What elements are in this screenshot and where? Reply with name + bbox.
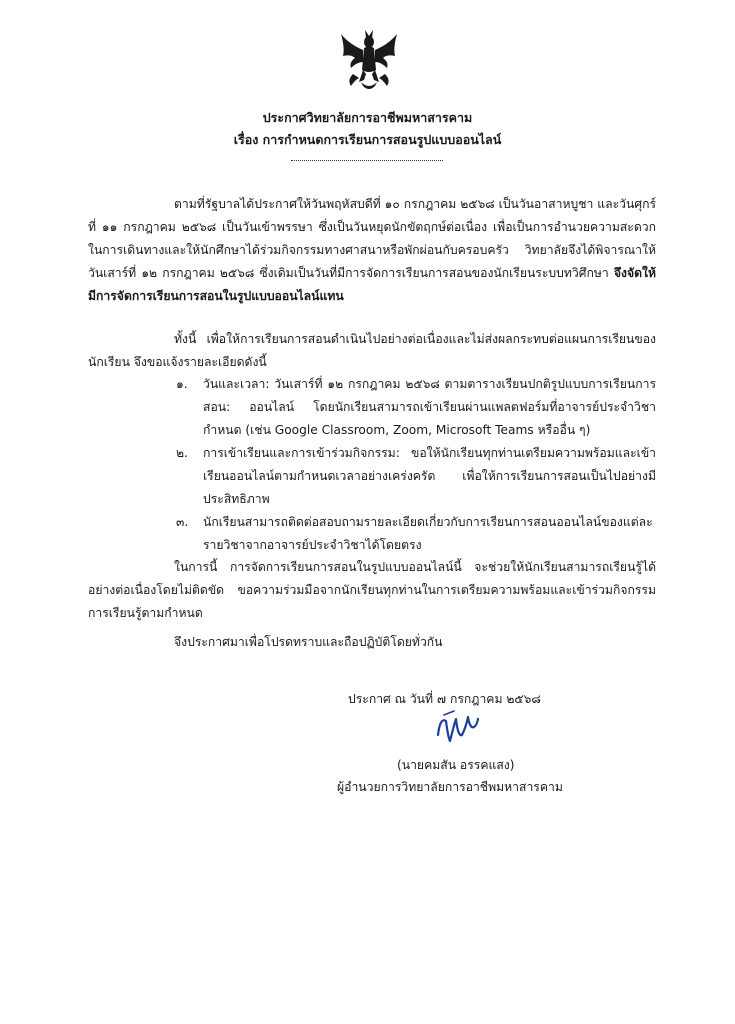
- list-item: [170, 373, 656, 442]
- list-item-number: ๓.: [176, 515, 189, 529]
- list-item-text: การเข้าเรียนและการเข้าร่วมกิจกรรม: ขอให้นักเรียนทุกท่านเตรียมความพร้อมและเข้าเรียนออนไลน์ตามกำหนดเวลาอย่างเคร่งครัด เพื่อให้การเรียนการสอนเป็นไปอย่างมีประสิทธิภาพ: [203, 446, 656, 506]
- garuda-emblem-icon: [339, 28, 399, 92]
- dotted-divider: [291, 160, 443, 161]
- signatory-position: ผู้อำนวยการวิทยาลัยการอาชีพมหาสารคาม: [337, 780, 563, 794]
- paragraph-intro: [88, 193, 656, 308]
- paragraph-intro-bold: จึงจัดให้มีการจัดการเรียนการสอนในรูปแบบออนไลน์แทน: [88, 266, 657, 304]
- list-item: [170, 511, 656, 557]
- list-item-number: ๒.: [176, 446, 188, 460]
- paragraph-purpose: ทั้งนี้ เพื่อให้การเรียนการสอนดำเนินไปอย่างต่อเนื่องและไม่ส่งผลกระทบต่อแผนการเรียนของนักเรียน จึงขอแจ้งรายละเอียดดังนี้: [88, 332, 656, 370]
- paragraph-conclusion: ในการนี้ การจัดการเรียนการสอนในรูปแบบออนไลน์นี้ จะช่วยให้นักเรียนสามารถเรียนรู้ได้อย่างต่อเนื่องโดยไม่ติดขัด ขอความร่วมมือจากนักเรียนทุกท่านในการเตรียมความพร้อมและเข้าร่วมกิจกรรมการเรียนรู้ตามกำหนด: [88, 560, 656, 621]
- handwritten-signature-icon: [434, 707, 480, 747]
- announcement-subject: เรื่อง การกำหนดการเรียนการสอนรูปแบบออนไลน์: [233, 132, 502, 147]
- list-item-number: ๑.: [176, 377, 188, 391]
- list-item-text: นักเรียนสามารถติดต่อสอบถามรายละเอียดเกี่ยวกับการเรียนการสอนออนไลน์ของแต่ละรายวิชาจากอาจารย์ประจำวิชาได้โดยตรง: [203, 515, 653, 552]
- list-item-text: วันและเวลา: วันเสาร์ที่ ๑๒ กรกฎาคม ๒๕๖๘ ตามตารางเรียนปกติรูปแบบการเรียนการสอน: ออนไลน์ โดยนักเรียนสามารถเข้าเรียนผ่านแพลตฟอร์มที่อาจารย์ประจำวิชากำหนด (เช่น Google Classroom, Zoom, Microsoft Teams หรืออื่น ๆ): [203, 377, 656, 437]
- paragraph-closing: จึงประกาศมาเพื่อโปรดทราบและถือปฏิบัติโดยทั่วกัน: [174, 635, 443, 650]
- signatory-name: (นายคมสัน อรรคแสง): [397, 758, 515, 772]
- announcement-title: ประกาศวิทยาลัยการอาชีพมหาสารคาม: [262, 110, 473, 125]
- announcement-date: ประกาศ ณ วันที่ ๗ กรกฎาคม ๒๕๖๘: [348, 692, 541, 706]
- list-item: [170, 442, 656, 511]
- detail-list: [170, 373, 656, 557]
- paragraph-intro-text: ตามที่รัฐบาลได้ประกาศให้วันพฤหัสบดีที่ ๑๐ กรกฎาคม ๒๕๖๘ เป็นวันอาสาหบูชา และวันศุกร์ที่ ๑๑ กรกฎาคม ๒๕๖๘ เป็นวันเข้าพรรษา ซึ่งเป็นวันหยุดนักขัตฤกษ์ต่อเนื่อง เพื่อเป็นการอำนวยความสะดวกในการเดินทางและให้นักศึกษาได้ร่วมกิจกรรมทางศาสนาหรือพักผ่อนกับครอบครัว วิทยาลัยจึงได้พิจารณาให้วันเสาร์ที่ ๑๒ กรกฎาคม ๒๕๖๘ ซึ่งเดิมเป็นวันที่มีการจัดการเรียนการสอนของนักเรียนระบบทวิศึกษา: [88, 197, 656, 281]
